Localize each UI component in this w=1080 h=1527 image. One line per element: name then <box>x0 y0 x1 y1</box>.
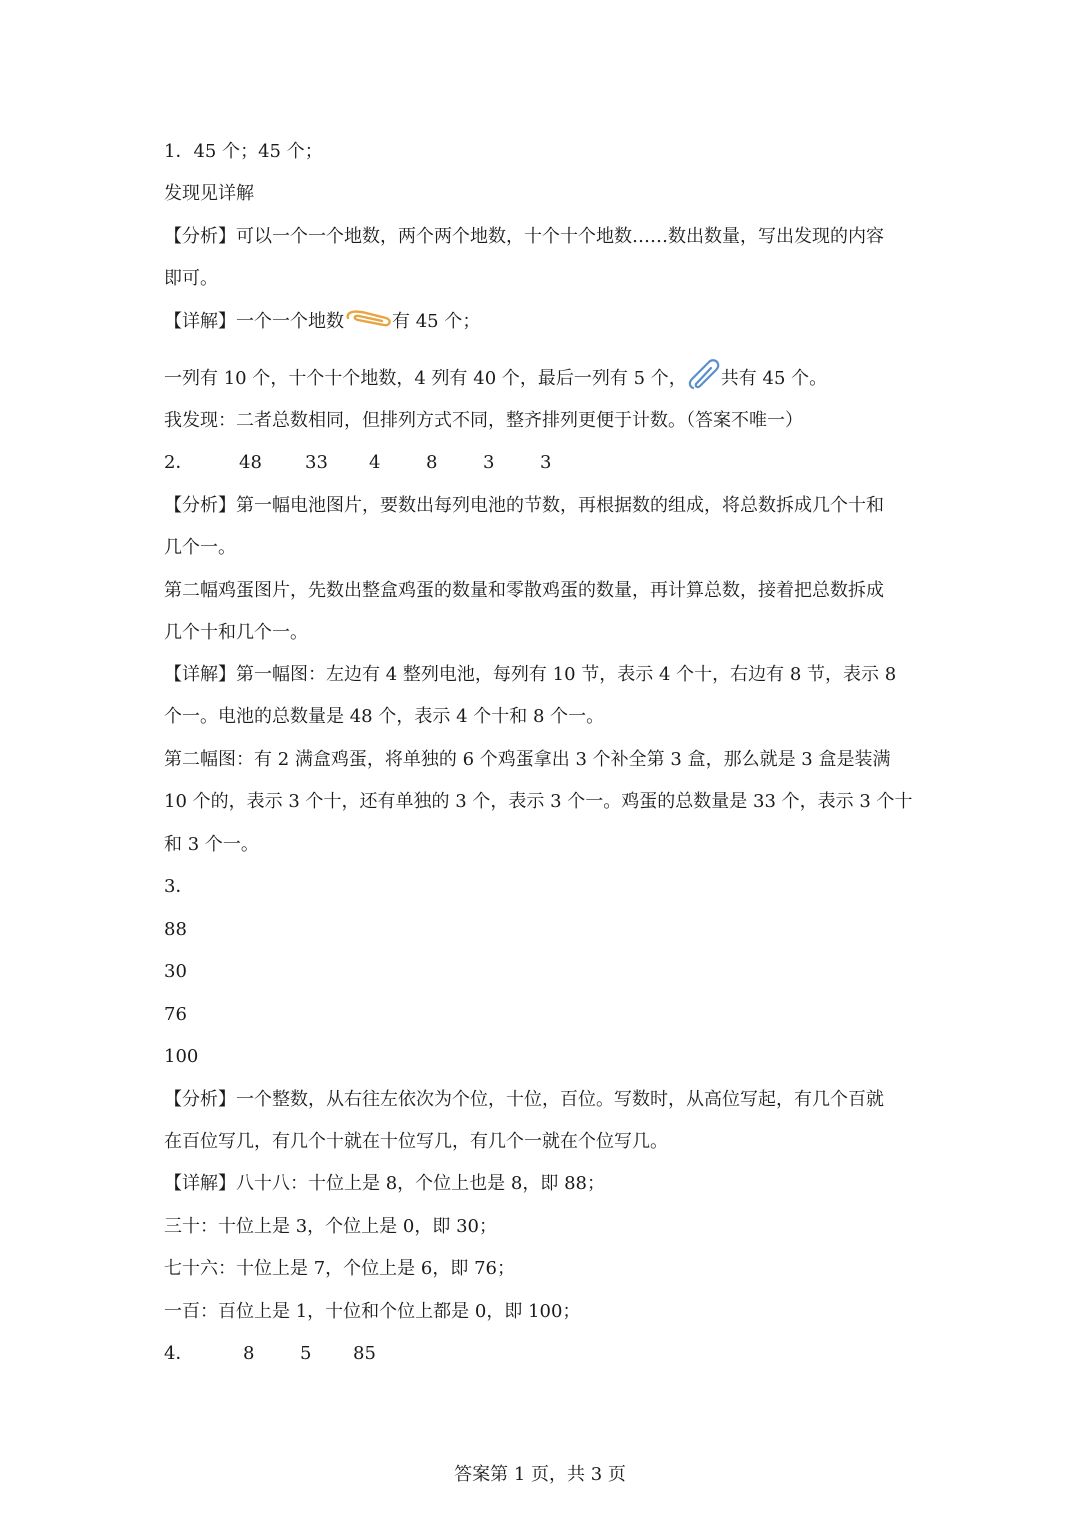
q1-detail <box>164 308 924 336</box>
q2-answer <box>164 450 924 476</box>
paperclip-icon <box>687 358 721 400</box>
q4-blank-2: 5 <box>300 1343 312 1364</box>
q2-detail-2-cont: 10 个的，表示 3 个十，还有单独的 3 个，表示 3 个一。鸡蛋的总数量是 33 个，表示 3 个十 <box>164 791 913 812</box>
q1-discovery: 我发现：二者总数相同，但排列方式不同，整齐排列更便于计数。（答案不唯一） <box>164 410 803 431</box>
page-footer: 答案第 1 页，共 3 页 <box>454 1464 626 1485</box>
q3-answer-2: 30 <box>164 961 187 982</box>
q2-blank-4: 8 <box>426 452 438 473</box>
q3-answer-3: 76 <box>164 1004 187 1025</box>
q3-detail-1: 【详解】八十八：十位上是 8，个位上也是 8，即 88； <box>164 1173 605 1194</box>
q2-blank-2: 33 <box>305 452 328 473</box>
q2-analysis-cont: 几个一。 <box>164 537 236 558</box>
q1-detail-2 <box>164 358 924 400</box>
q1-finding: 发现见详解 <box>164 183 254 204</box>
q1-analysis: 【分析】可以一个一个地数，两个两个地数，十个十个地数……数出数量，写出发现的内容 <box>164 226 884 247</box>
q2-detail: 【详解】第一幅图：左边有 4 整列电池，每列有 10 节，表示 4 个十，右边有 8 节，表示 8 <box>164 664 897 685</box>
q3-number: 3． <box>164 876 194 897</box>
q2-blank-3: 4 <box>369 452 381 473</box>
q3-answer-4: 100 <box>164 1046 199 1067</box>
q3-analysis: 【分析】一个整数，从右往左依次为个位，十位，百位。写数时，从高位写起，有几个百就 <box>164 1089 884 1110</box>
q2-detail-2-end: 和 3 个一。 <box>164 834 259 855</box>
q3-answer-1: 88 <box>164 919 187 940</box>
q4-blank-1: 8 <box>243 1343 255 1364</box>
q4-blank-3: 85 <box>353 1343 376 1364</box>
q2-blank-5: 3 <box>483 452 495 473</box>
q1-detail-2-text-a: 一列有 10 个，十个十个地数，4 列有 40 个，最后一列有 5 个， <box>164 368 687 389</box>
q4-number: 4． <box>164 1343 194 1364</box>
paperclip-icon <box>344 308 392 336</box>
q2-analysis-2-cont: 几个十和几个一。 <box>164 622 308 643</box>
q3-analysis-cont: 在百位写几，有几个十就在十位写几，有几个一就在个位写几。 <box>164 1131 668 1152</box>
q2-blank-1: 48 <box>239 452 262 473</box>
q3-detail-4: 一百：百位上是 1，十位和个位上都是 0，即 100； <box>164 1301 581 1322</box>
q2-analysis: 【分析】第一幅电池图片，要数出每列电池的节数，再根据数的组成，将总数拆成几个十和 <box>164 495 884 516</box>
q3-detail-2: 三十：十位上是 3，个位上是 0，即 30； <box>164 1216 497 1237</box>
q1-detail-text-a: 【详解】一个一个地数 <box>164 311 344 332</box>
q2-number: 2． <box>164 452 194 473</box>
q2-detail-cont: 个一。电池的总数量是 48 个，表示 4 个十和 8 个一。 <box>164 706 605 727</box>
q2-blank-6: 3 <box>540 452 552 473</box>
q2-analysis-2: 第二幅鸡蛋图片，先数出整盒鸡蛋的数量和零散鸡蛋的数量，再计算总数，接着把总数拆成 <box>164 580 884 601</box>
q1-detail-2-text-b: 共有 45 个。 <box>720 368 828 389</box>
q3-detail-3: 七十六：十位上是 7，个位上是 6，即 76； <box>164 1258 515 1279</box>
q1-detail-text-b: 有 45 个； <box>392 311 481 332</box>
q1-answer: 1．45 个；45 个； <box>164 141 323 162</box>
q4-answer <box>164 1341 924 1367</box>
q1-analysis-cont: 即可。 <box>164 268 218 289</box>
q2-detail-2: 第二幅图：有 2 满盒鸡蛋，将单独的 6 个鸡蛋拿出 3 个补全第 3 盒，那么就是 3 盒是装满 <box>164 749 891 770</box>
